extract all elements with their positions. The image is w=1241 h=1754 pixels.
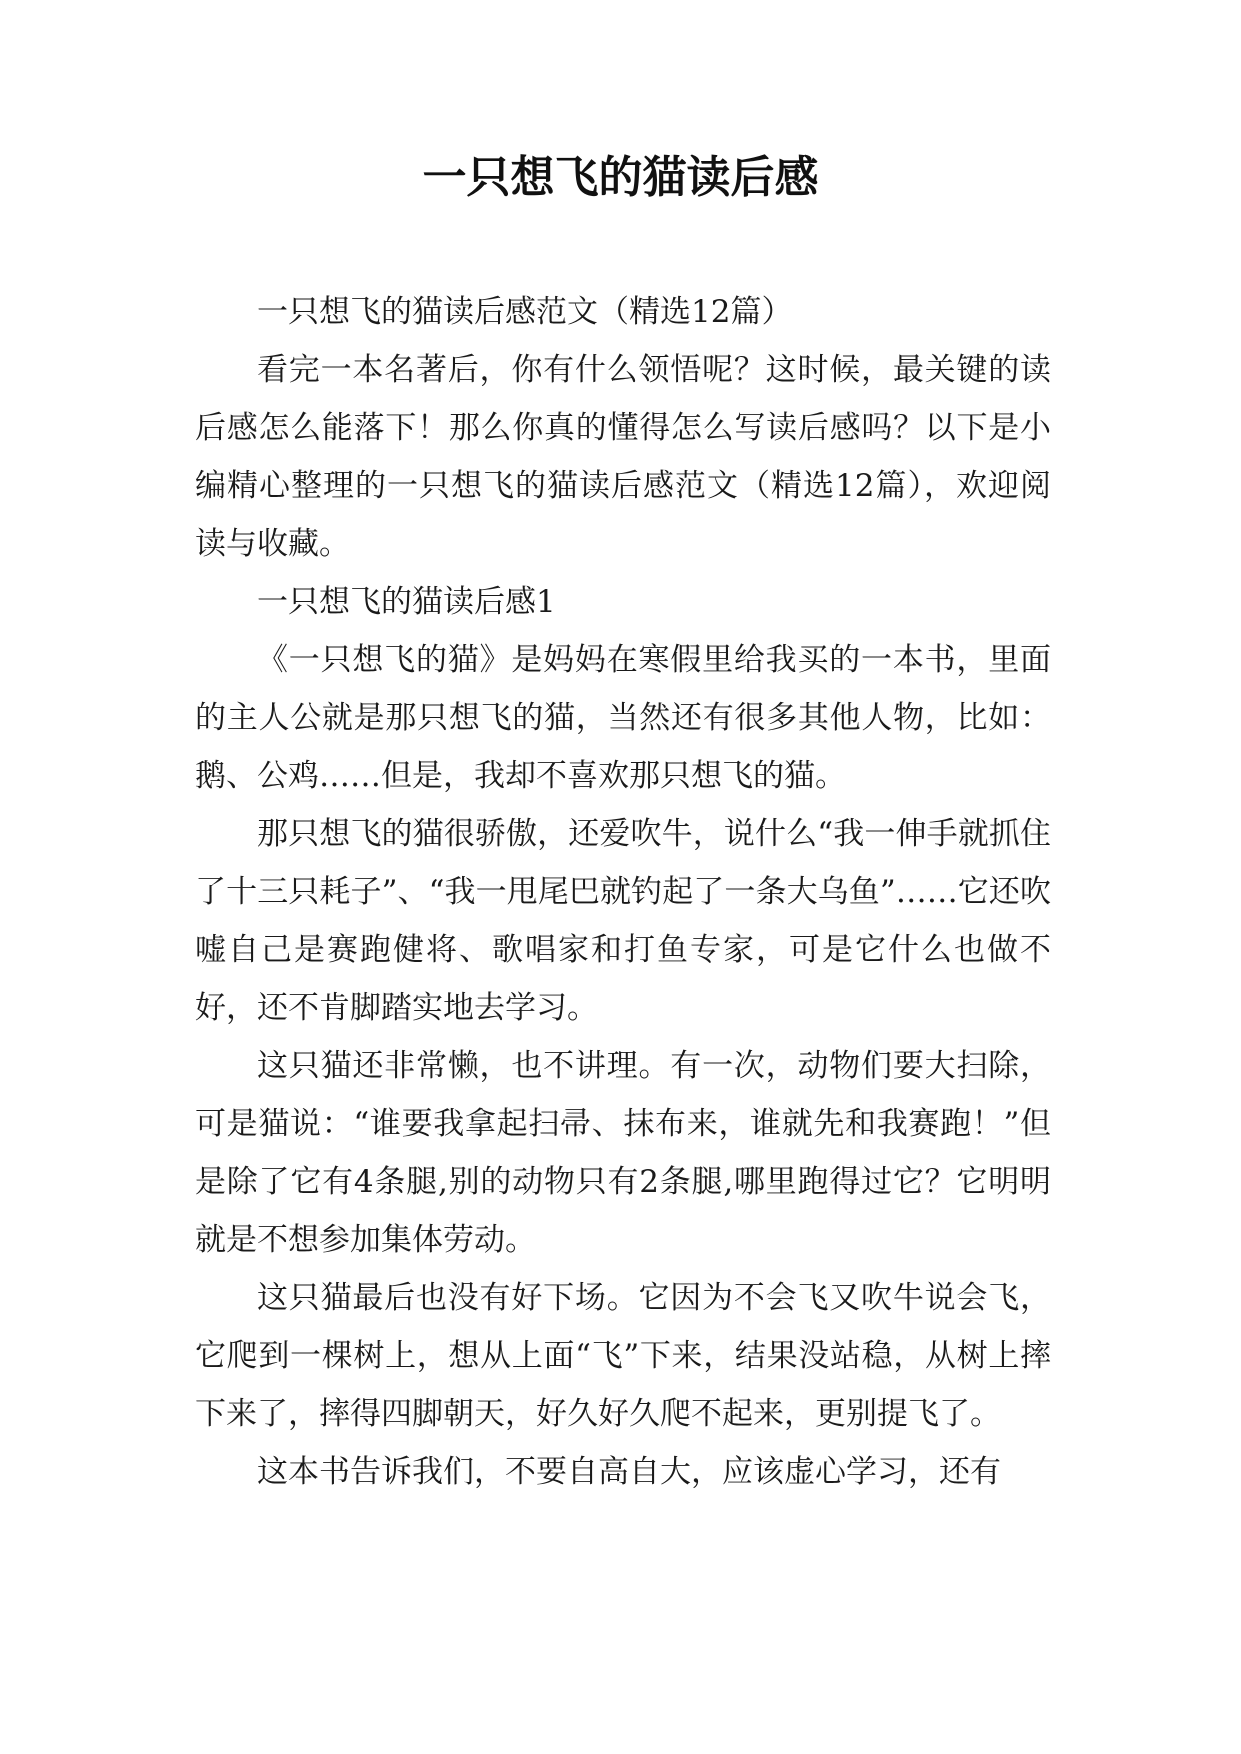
- document-body: [195, 283, 1051, 1501]
- paragraph-intro: 看完一本名著后，你有什么领悟呢？这时候，最关键的读后感怎么能落下！那么你真的懂得怎么写读后感吗？以下是小编精心整理的一只想飞的猫读后感范文（精选12篇），欢迎阅读与收藏。: [195, 352, 1051, 562]
- section-heading-1: 一只想飞的猫读后感1: [257, 584, 556, 620]
- paragraph-subtitle: 一只想飞的猫读后感范文（精选12篇）: [257, 294, 793, 330]
- paragraph: 这只猫最后也没有好下场。它因为不会飞又吹牛说会飞，它爬到一棵树上，想从上面“飞”下来，结果没站稳，从树上摔下来了，摔得四脚朝天，好久好久爬不起来，更别提飞了。: [195, 1280, 1051, 1432]
- document-title: 一只想飞的猫读后感: [422, 152, 819, 203]
- paragraph: 《一只想飞的猫》是妈妈在寒假里给我买的一本书，里面的主人公就是那只想飞的猫，当然还有很多其他人物，比如：鹅、公鸡……但是，我却不喜欢那只想飞的猫。: [195, 642, 1051, 794]
- paragraph: 这本书告诉我们，不要自高自大，应该虚心学习，还有: [257, 1454, 1001, 1490]
- paragraph: 这只猫还非常懒，也不讲理。有一次，动物们要大扫除，可是猫说：“谁要我拿起扫帚、抹布来，谁就先和我赛跑！”但是除了它有4条腿,别的动物只有2条腿,哪里跑得过它？它明明就是不想参加集体劳动。: [195, 1048, 1051, 1258]
- paragraph: 那只想飞的猫很骄傲，还爱吹牛，说什么“我一伸手就抓住了十三只耗子”、“我一甩尾巴就钓起了一条大乌鱼”……它还吹嘘自己是赛跑健将、歌唱家和打鱼专家，可是它什么也做不好，还不肯脚踏实地去学习。: [195, 816, 1051, 1026]
